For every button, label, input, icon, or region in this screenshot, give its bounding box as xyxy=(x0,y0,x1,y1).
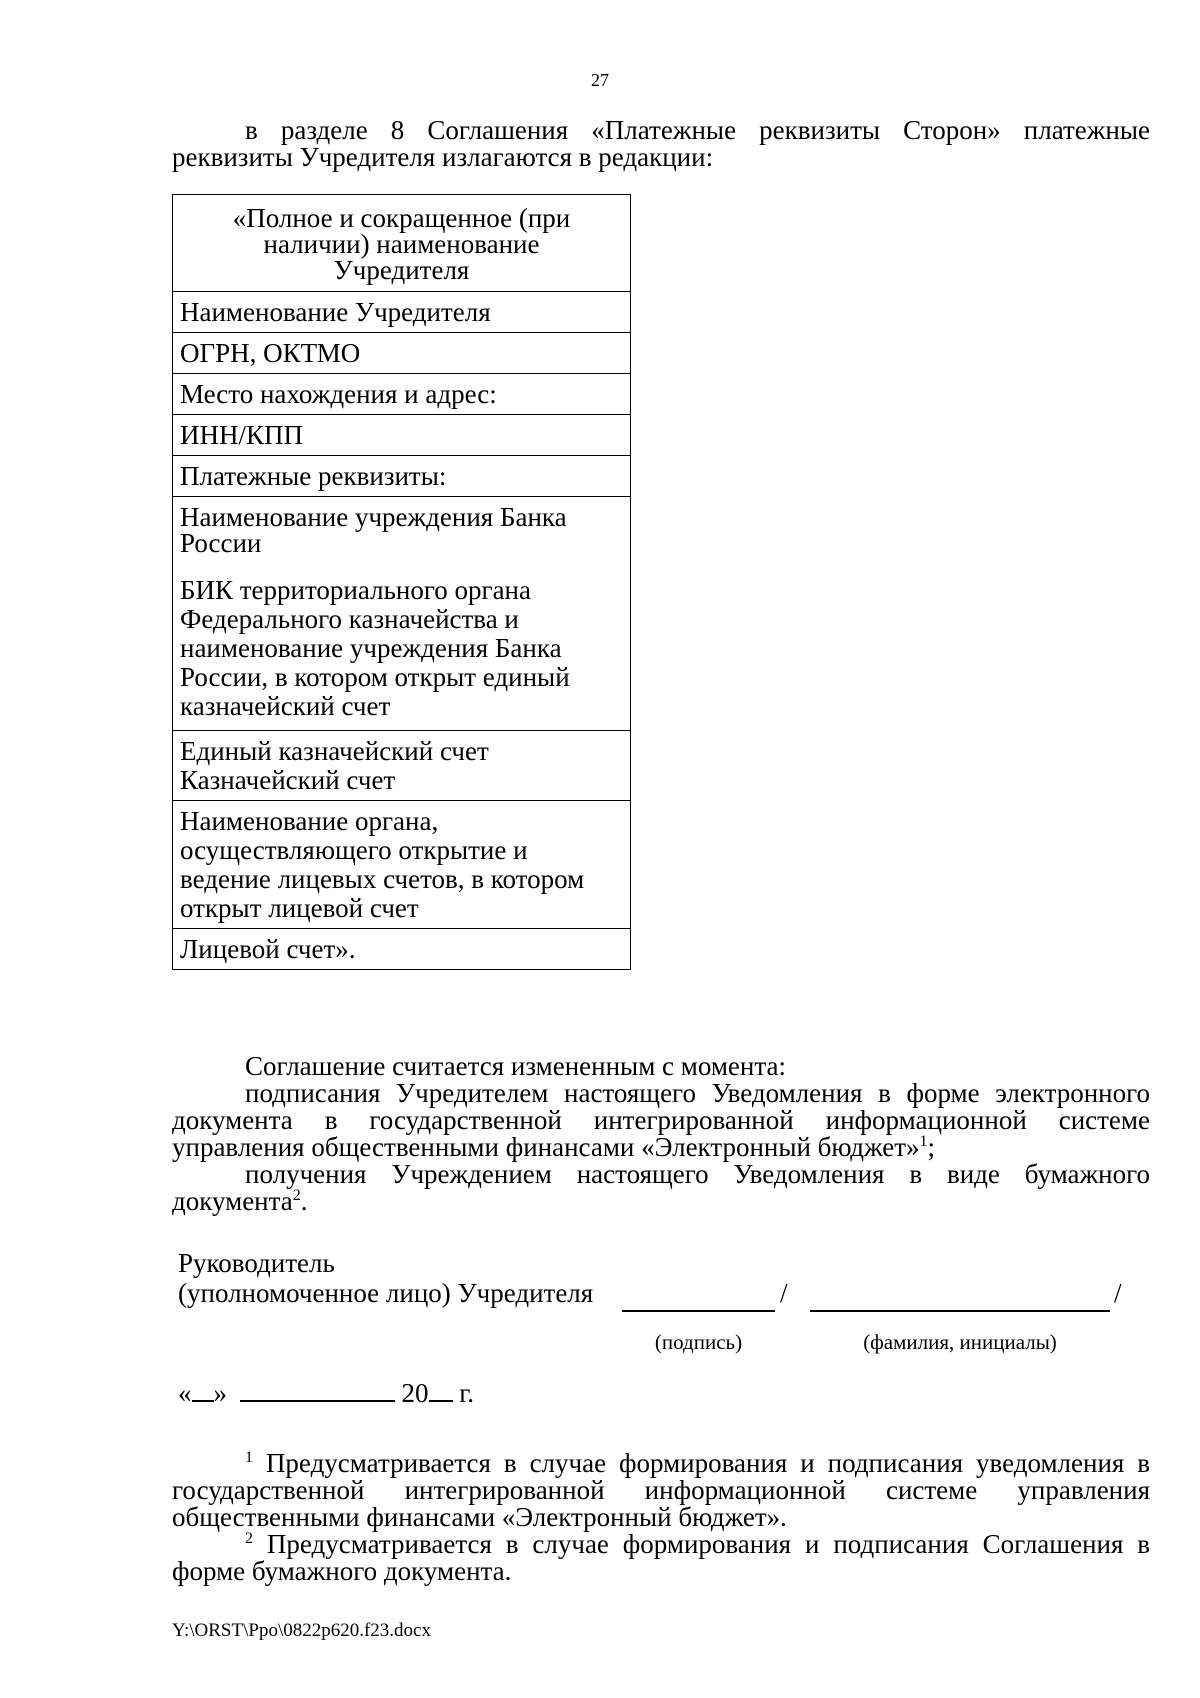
body-p1: Соглашение считается измененным с момента: xyxy=(245,1051,786,1081)
row-inn-kpp: ИНН/КПП xyxy=(180,420,304,450)
table-row xyxy=(173,730,630,800)
table-row xyxy=(173,332,630,373)
row-authority: Наименование органа, осуществляющего открытие и ведение лицевых счетов, в котором открыт лицевой счет xyxy=(180,806,585,923)
table-row xyxy=(173,291,630,332)
row-ogrn-oktmo: ОГРН, ОКТМО xyxy=(180,338,361,368)
row-bik: БИК территориального органа Федерального казначейства и наименование учреждения Банка России, в котором открыт единый казначейский счет xyxy=(180,575,570,721)
body-p2 xyxy=(172,1080,1150,1161)
page-number: 27 xyxy=(591,70,609,90)
row-single-treasury-account: Единый казначейский счет xyxy=(180,736,489,766)
table-header xyxy=(173,195,630,291)
body-p3 xyxy=(172,1161,1150,1215)
signature-title-line2: (уполномоченное лицо) Учредителя xyxy=(178,1278,594,1308)
date-month-blank xyxy=(240,1378,395,1402)
intro-paragraph: в разделе 8 Соглашения «Платежные реквизиты Сторон» платежные реквизиты Учредителя излагаются в редакции: xyxy=(172,115,1150,172)
name-line xyxy=(810,1310,1110,1312)
signature-line xyxy=(622,1310,775,1312)
signature-caption: (подпись) xyxy=(654,1330,743,1354)
table-row xyxy=(173,928,630,969)
body-p3-text: получения Учреждением настоящего Уведомления в виде бумажного документа xyxy=(172,1159,1150,1216)
footnote-1 xyxy=(172,1450,1150,1531)
signature-slash-1: / xyxy=(780,1278,788,1308)
requisites-table xyxy=(172,194,631,970)
footnote-mark-2: 2 xyxy=(245,1530,253,1547)
body-p3-end: . xyxy=(300,1186,308,1216)
body-p2-text: подписания Учредителем настоящего Уведомления в форме электронного документа в государственной интегрированной информационной системе управления общественными финансами «Электронный бюджет» xyxy=(172,1078,1150,1162)
row-address: Место нахождения и адрес: xyxy=(180,379,497,409)
file-path: Y:\ORST\Ppo\0822p620.f23.docx xyxy=(172,1620,431,1641)
date-day-blank xyxy=(192,1378,214,1402)
row-payment-details: Платежные реквизиты: xyxy=(180,461,447,491)
table-row xyxy=(173,455,630,496)
row-founder-name: Наименование Учредителя xyxy=(180,297,491,327)
table-header-text: «Полное и сокращенное (при наличии) наименование Учредителя xyxy=(232,203,571,285)
footnote-2-text: Предусматривается в случае формирования и подписания Соглашения в форме бумажного документа. xyxy=(172,1529,1151,1586)
date-year-prefix: 20 xyxy=(401,1378,429,1408)
date-line xyxy=(178,1378,474,1409)
table-row xyxy=(173,373,630,414)
footnote-mark-1: 1 xyxy=(245,1449,253,1466)
name-caption: (фамилия, инициалы) xyxy=(863,1330,1057,1354)
table-row xyxy=(173,800,630,928)
table-row xyxy=(173,496,630,730)
footnote-ref-2: 2 xyxy=(292,1187,301,1204)
row-bank-name: Наименование учреждения Банка России xyxy=(180,502,567,558)
date-year-blank xyxy=(429,1378,453,1402)
signature-title-line1: Руководитель xyxy=(178,1248,335,1278)
footnote-2 xyxy=(172,1531,1150,1585)
date-year-suffix: г. xyxy=(459,1378,475,1408)
footnote-1-text: Предусматривается в случае формирования и подписания уведомления в государственной интегрированной информационной системе управления общественными финансами «Электронный бюджет». xyxy=(172,1448,1150,1532)
row-personal-account: Лицевой счет». xyxy=(180,934,356,964)
footnote-ref-1: 1 xyxy=(919,1133,928,1150)
table-row xyxy=(173,414,630,455)
date-open-quote: « xyxy=(178,1378,192,1408)
signature-slash-2: / xyxy=(1114,1278,1122,1308)
body-p2-end: ; xyxy=(927,1132,936,1162)
row-treasury-account: Казначейский счет xyxy=(180,765,396,795)
date-close-quote: » xyxy=(213,1378,227,1408)
